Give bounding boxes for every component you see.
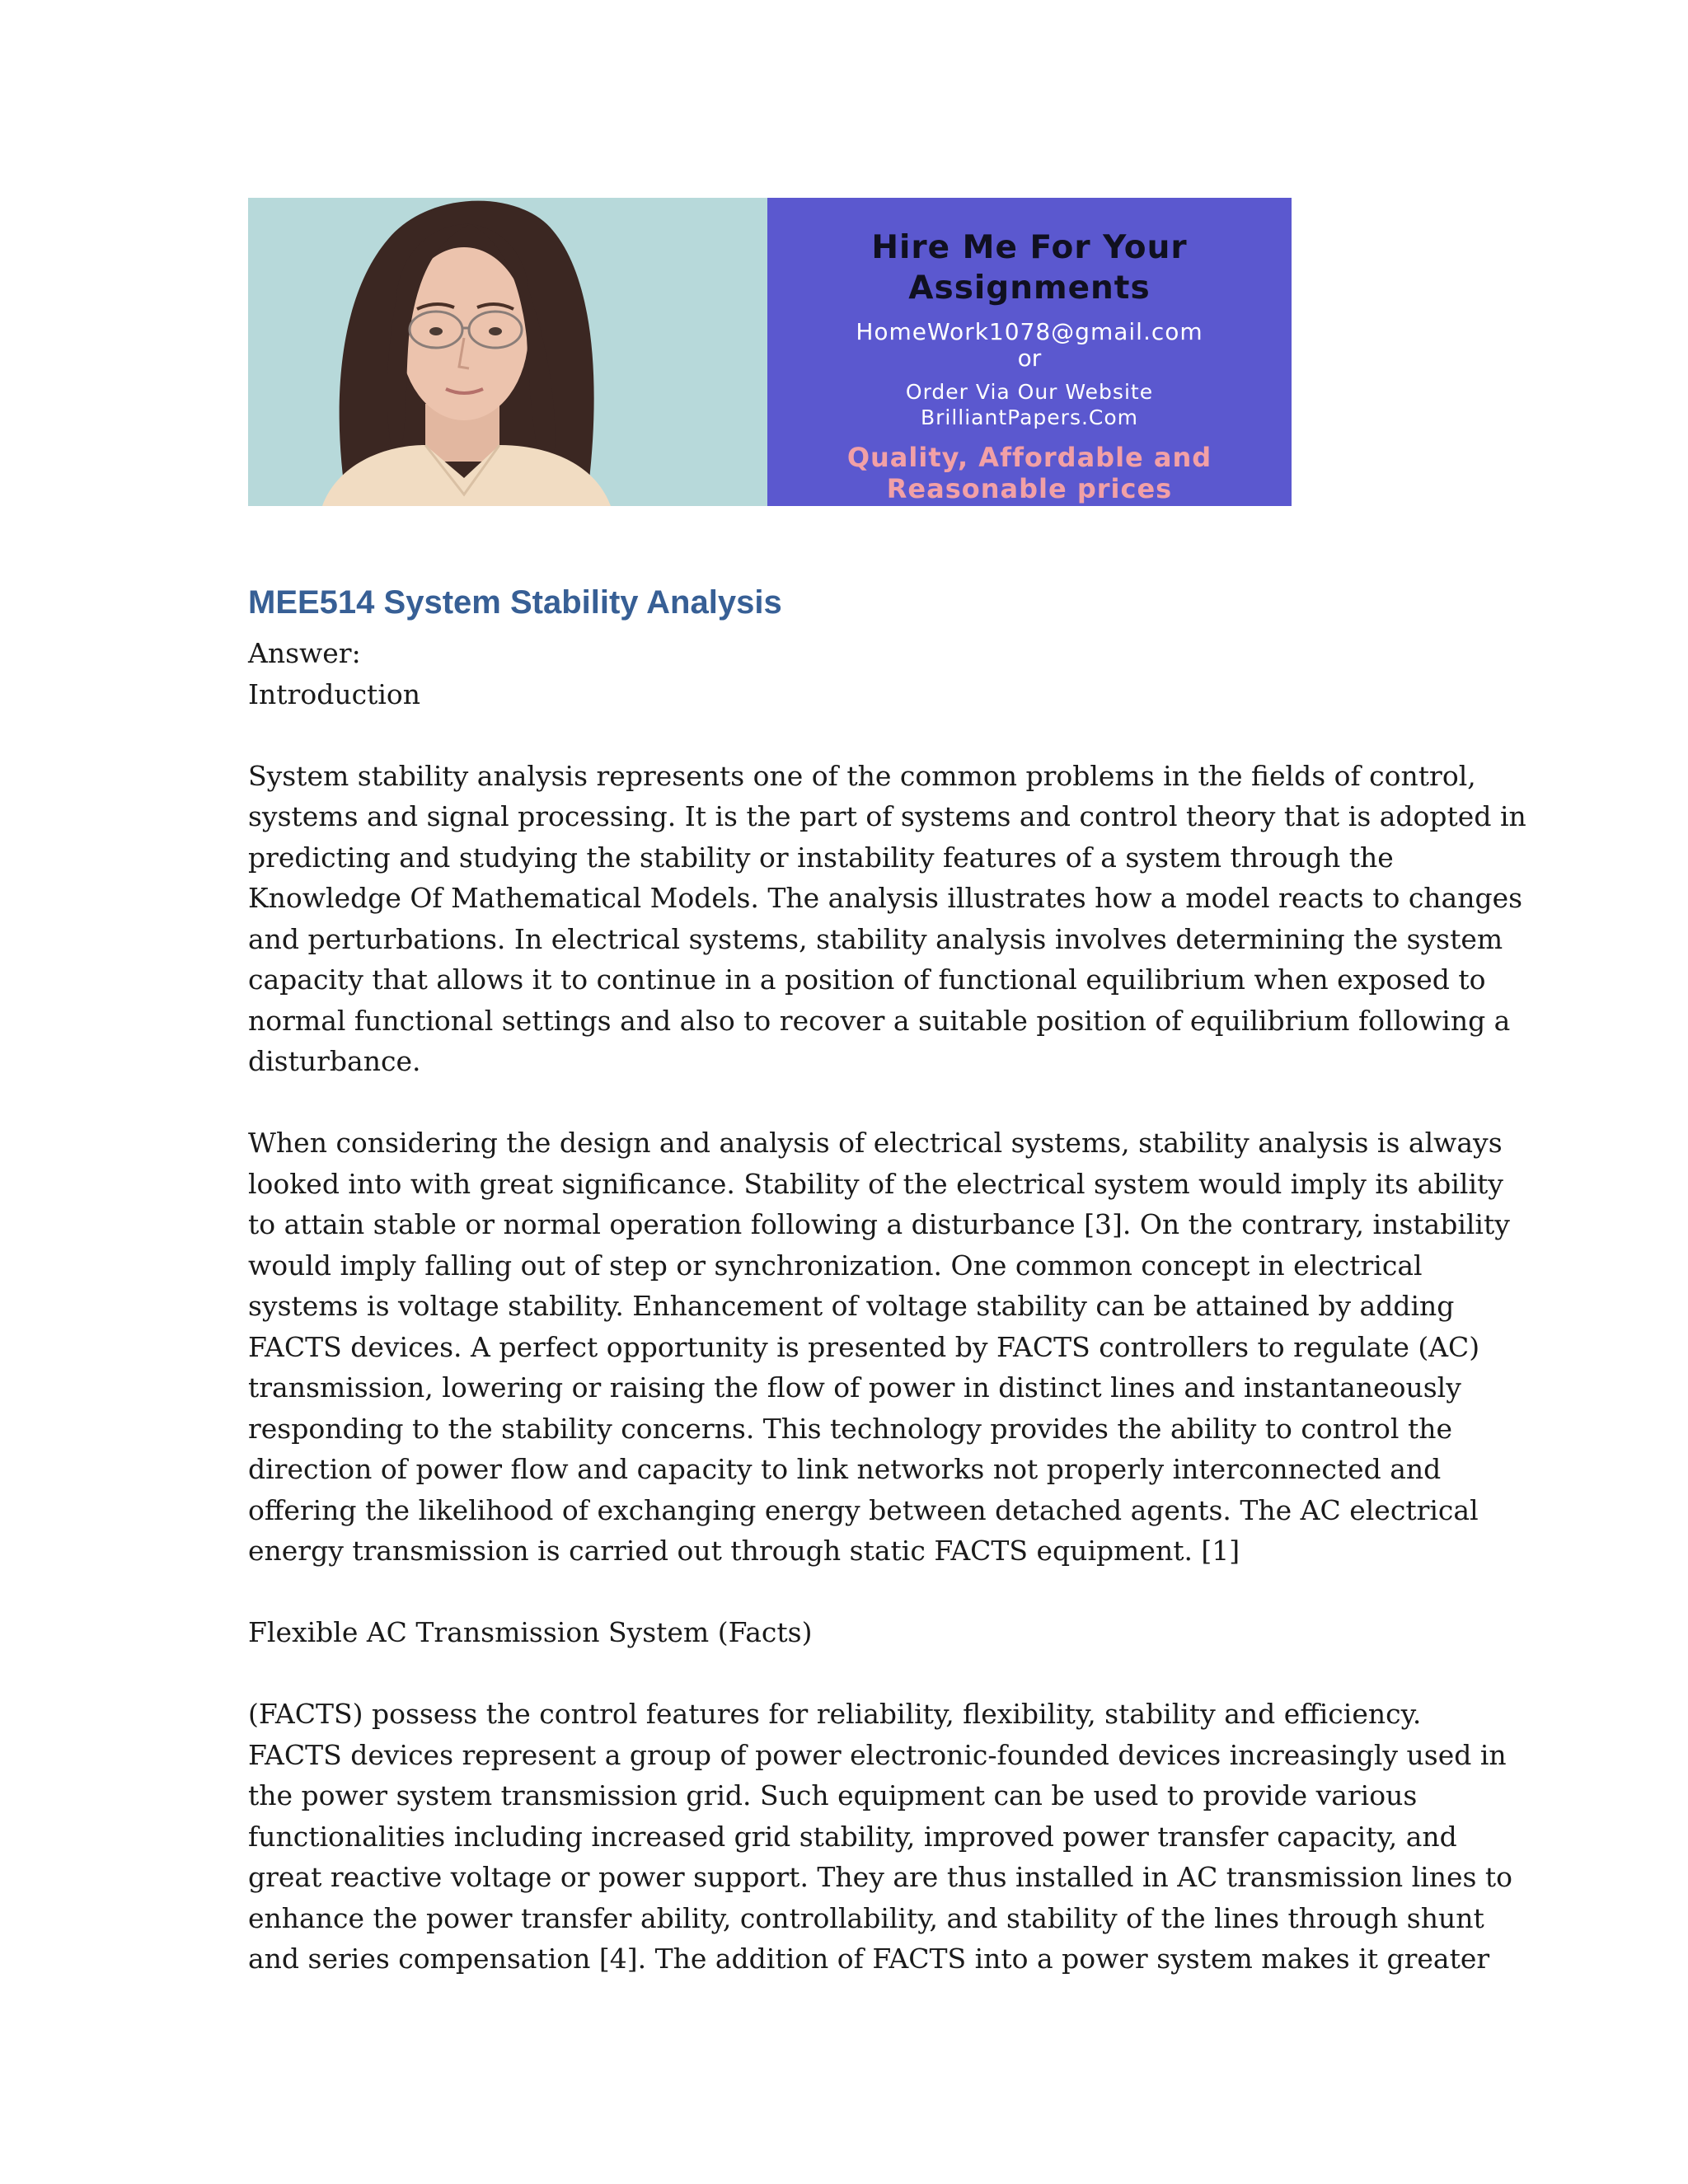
spacer (248, 1653, 1451, 1694)
paragraph-line: Knowledge Of Mathematical Models. The analysis illustrates how a model reacts to changes (248, 882, 1523, 914)
spacer (248, 1082, 1451, 1123)
ad-tagline-line-1: Quality, Affordable and (846, 442, 1212, 473)
paragraph-line: great reactive voltage or power support. They are thus installed in AC transmission lines to (248, 1861, 1513, 1893)
paragraph-line: would imply falling out of step or synchronization. One common concept in electrical (248, 1249, 1423, 1282)
advertisement-banner (248, 198, 1292, 506)
paragraph-line: offering the likelihood of exchanging energy between detached agents. The AC electrical (248, 1493, 1479, 1526)
paragraph-line: disturbance. (248, 1045, 421, 1077)
ad-tagline-line-2: Reasonable prices (886, 473, 1173, 504)
introduction-heading-text: Introduction (248, 677, 420, 710)
paragraph-line: transmission, lowering or raising the flow of power in distinct lines and instantaneously (248, 1371, 1461, 1404)
paragraph-line: responding to the stability concerns. This technology provides the ability to control the (248, 1412, 1453, 1445)
ad-headline-line-1: Hire Me For Your (871, 229, 1188, 266)
paragraph-line: systems is voltage stability. Enhancement of voltage stability can be attained by adding (248, 1290, 1455, 1322)
paragraph-line: normal functional settings and also to recover a suitable position of equilibrium following a (248, 1004, 1511, 1037)
paragraph-line: enhance the power transfer ability, controllability, and stability of the lines through shunt (248, 1901, 1484, 1934)
document-body (248, 577, 1526, 1980)
banner-portrait-image (248, 198, 767, 506)
paragraph-line: and series compensation [4]. The addition of FACTS into a power system makes it greater (248, 1943, 1490, 1975)
woman-portrait-illustration (248, 198, 767, 506)
banner-ad-panel (767, 198, 1292, 506)
introduction-heading (248, 674, 1451, 715)
paragraph-line: and perturbations. In electrical systems, stability analysis involves determining the system (248, 922, 1503, 955)
paragraph-line: looked into with great significance. Stability of the electrical system would imply its ability (248, 1167, 1503, 1200)
spacer (248, 1572, 1451, 1613)
answer-label (248, 633, 1451, 674)
ad-website: BrilliantPapers.Com (920, 405, 1139, 429)
paragraph-line: (FACTS) possess the control features for reliability, flexibility, stability and efficiency. (248, 1698, 1422, 1730)
facts-heading-text: Flexible AC Transmission System (Facts) (248, 1616, 813, 1648)
ad-headline (871, 227, 1187, 308)
ad-tagline (847, 442, 1212, 504)
paragraph-line: functionalities including increased grid stability, improved power transfer capacity, and (248, 1820, 1457, 1853)
paragraph-intro (248, 756, 1526, 1082)
paragraph-line: systems and signal processing. It is the part of systems and control theory that is adopted in (248, 800, 1526, 832)
answer-label-text: Answer: (248, 637, 361, 669)
paragraph-line: energy transmission is carried out through static FACTS equipment. [1] (248, 1535, 1240, 1567)
paragraph-line: FACTS devices represent a group of power electronic-founded devices increasingly used in (248, 1738, 1507, 1771)
paragraph-line: to attain stable or normal operation following a disturbance [3]. On the contrary, instability (248, 1208, 1510, 1240)
spacer (248, 715, 1451, 756)
facts-heading (248, 1612, 1451, 1653)
paragraph-line: the power system transmission grid. Such equipment can be used to provide various (248, 1779, 1418, 1811)
page-title: MEE514 System Stability Analysis (248, 584, 782, 621)
ad-email: HomeWork1078@gmail.com (856, 318, 1203, 345)
ad-order-text: Order Via Our Website (905, 380, 1154, 404)
ad-headline-line-2: Assignments (908, 269, 1151, 307)
paragraph-line: System stability analysis represents one of the common problems in the fields of control, (248, 759, 1476, 792)
paragraph-line: When considering the design and analysis of electrical systems, stability analysis is always (248, 1127, 1503, 1159)
ad-or: or (1017, 344, 1042, 372)
paragraph-line: predicting and studying the stability or instability features of a system through the (248, 841, 1394, 874)
paragraph-electrical-systems (248, 1122, 1510, 1572)
paragraph-line: direction of power flow and capacity to link networks not properly interconnected and (248, 1453, 1442, 1485)
paragraph-line: capacity that allows it to continue in a position of functional equilibrium when exposed to (248, 963, 1486, 996)
paragraph-facts (248, 1694, 1513, 1980)
paragraph-line: FACTS devices. A perfect opportunity is presented by FACTS controllers to regulate (AC) (248, 1330, 1480, 1363)
